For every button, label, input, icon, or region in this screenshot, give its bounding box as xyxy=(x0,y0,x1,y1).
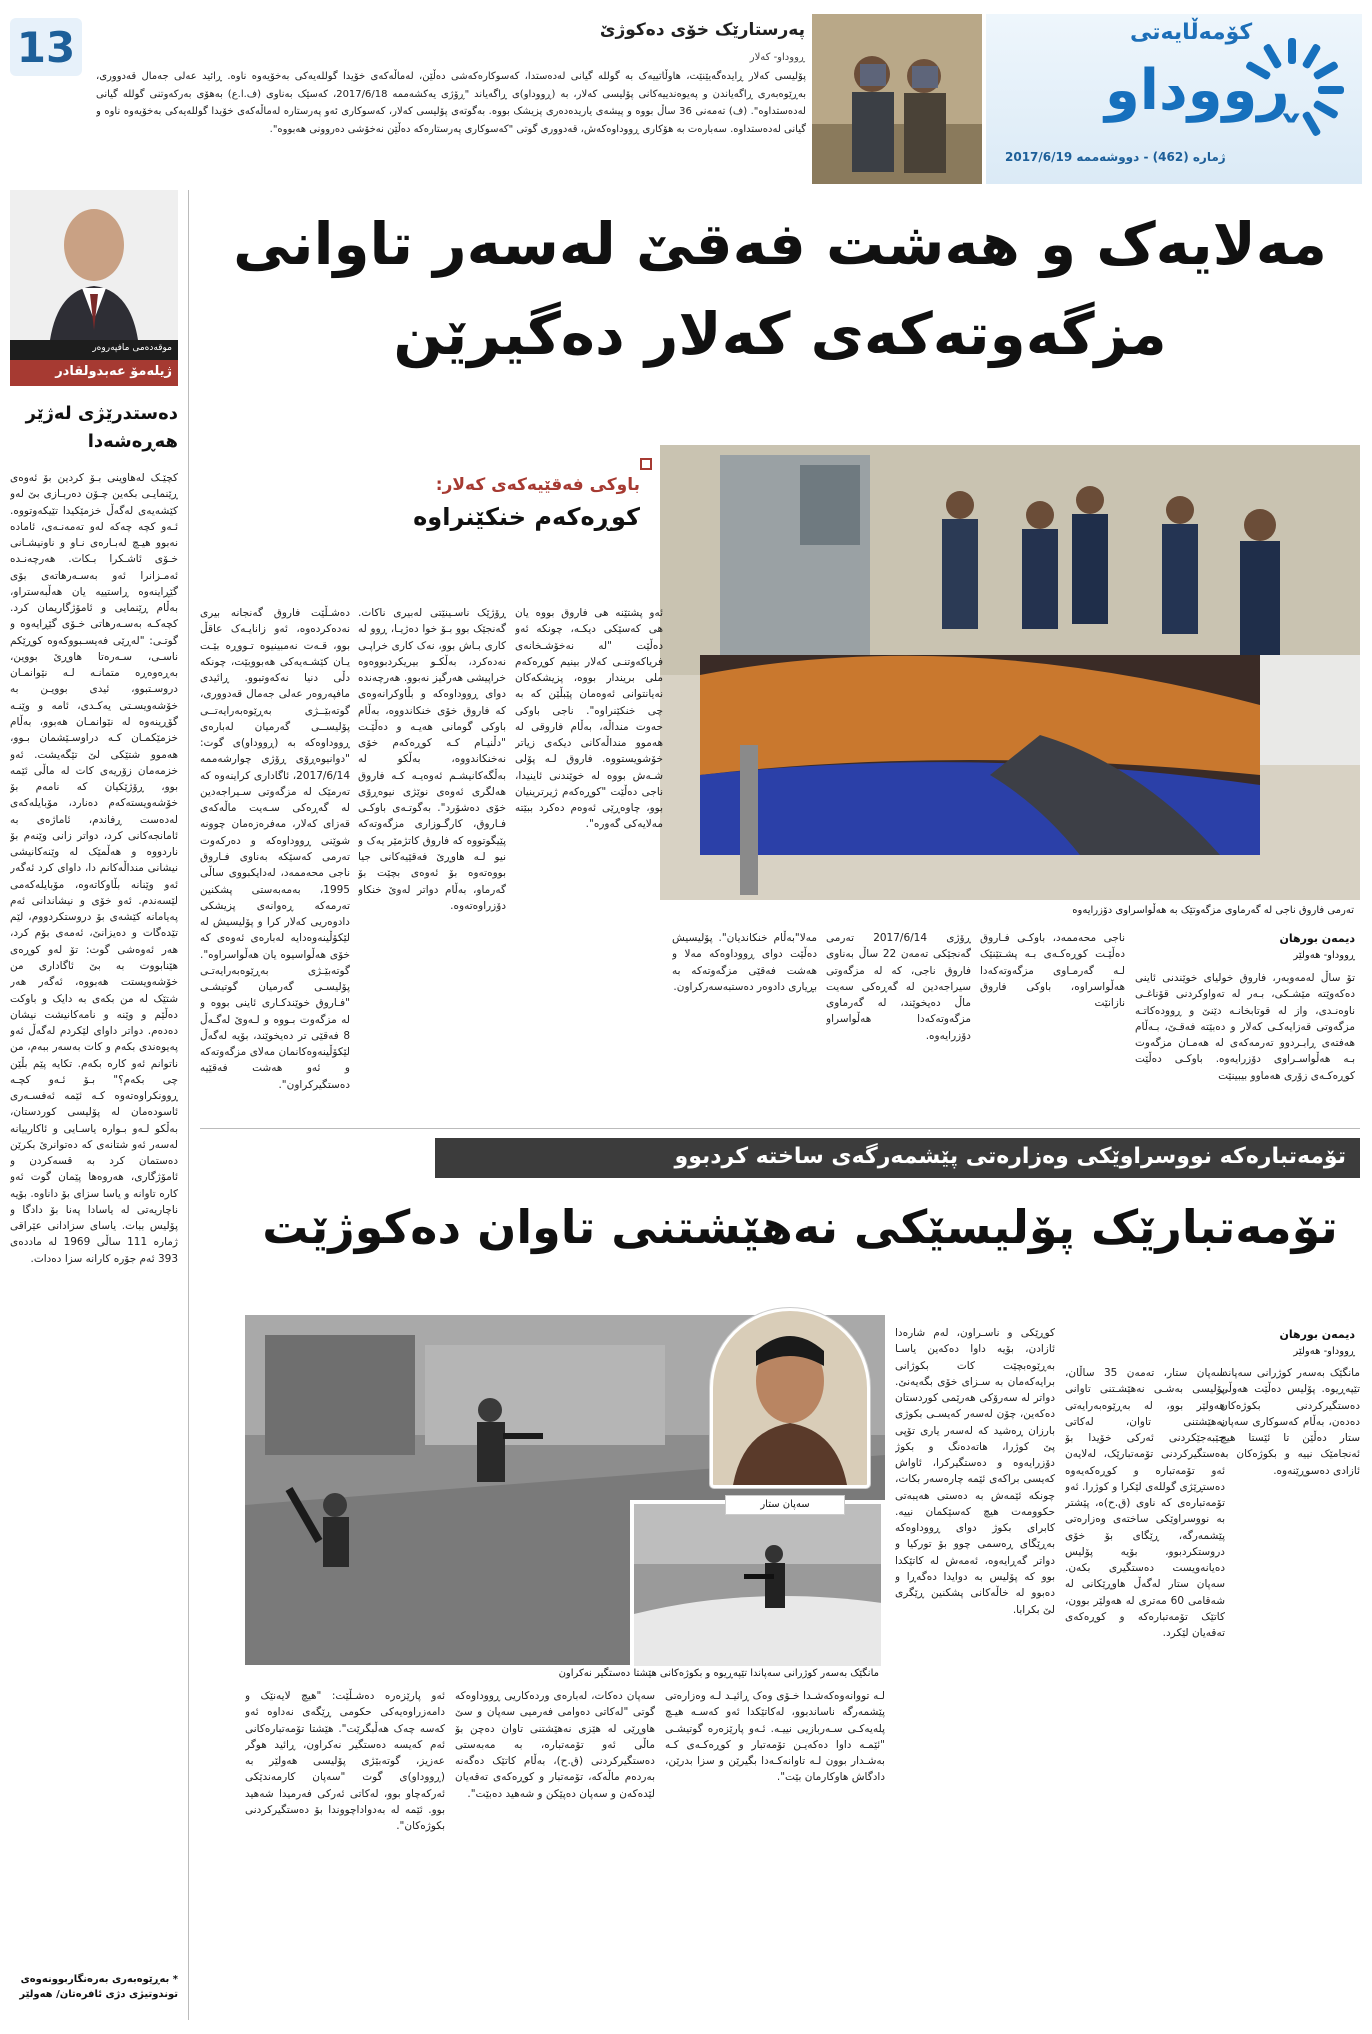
story1-photo-caption: تەرمی فاروق ناجی لە گەرماوی مزگەوتێک بە هەڵواسراوی دۆزرایەوە xyxy=(1072,905,1354,916)
brief-byline: ڕووداو- کەلار xyxy=(749,52,805,63)
story2-photo-caption: مانگێک بەسەر کوژرانی سەپاندا تێپەڕیوە و بکوژەکانی هێشتا دەستگیر نەکراون xyxy=(558,1668,879,1679)
header-photo xyxy=(812,14,982,184)
column-footnote: * بەڕێوەبەری بەرەنگاربوونەوەی توندوتیژی دژی ئافرەتان/ هەولێر xyxy=(19,1974,178,2000)
column-body: کچێـک لەهاوینی بـۆ کردین بۆ ئەوەی ڕێنمایـی بکەین چـۆن دەربـازی بێ لەو کێشەیەی لەگەڵ خزمێکیدا تێیکەوتووە. ئـەو کچە چەکە لەو تەمەنـەی، ئاماده نەبوو هیـچ لەبـارەی نـاو و ناونیشـانی خـۆی ئاشـکرا بـکات. هەرچەنـدە ئەمـزانرا ئەو بەسـەرهاتەی بۆی گێڕاینەوە ڕاستییە یان هەڵبەستراو، بەڵام ڕێنمایی و ئامۆژگاریمان کرد. کچەکـە بەسـەرهاتی خـۆی گێڕایەوە و گوتـی: "لەڕێی فەیسـبووکەوە کوڕێکم ناسـی، سـەرەتا هاوڕێ بووین، بەڕەوەڕە متمانـە لـە نێوانمـان دروسـتبوو، ئیدی بوویـن بە خۆشەویسـتی یەکـدی، ئامە و وێنـە گۆڕینەوە لە نێوانمـان هەبوو، بەڵام خزمێکمـان کـە دراوسـێشمان بـوو، هەموو شتێکی لێ تێگەیشت. ئەو خزمەمان زۆریەی کات لە ماڵی ئێمە بوو، ڕۆژێکیان کە نامەم بۆ خۆشەویستەکەم دەنارد، مۆبایلەکەی لەدەست ڕفاندم، ئاماژەی بە ئامانجەکانی کرد، دواتر زانی وێنەم بۆ ناردووە و هەڵمێک لە وێنەکانیشی نیشانی منداڵەکانم دا، داوای کرد ئەگەر ئەو وێنانە بڵاوکاتەوە، مۆبایلەکەمی لێسەندم. ئەو خۆی و نیشاندانی ئەم پەیامانە کێشەی بۆ دروستکردووم، لێم تێدەگات و دەیزانێ، ئەمەی بۆم کرد، هەر ئەوەشی گوت: تۆ لەو کوڕەی هێنابووت بە بێ ئاگاداری من خۆشەویستت هەبووە، ئەگەر هەر شتێک لە من بکەی بە دایک و باوکت دەڵێم و وێنە و نامەکانیشت نیشان دەدەم. دواتر داوای لێکردم لەگەڵ ئەو پەیوەندی بکەم و کات بەسەر ببەم، من ناتوانم ئەو کارە بکەم. تکایە پێم بڵێن چی بکەم؟" بـۆ ئـەو کچـە ڕوونکراوەتەوە کـە ئێمە ئەفسـەری ئاسودەمان لە پۆلیسی کوردستان، بەڵکو لـەو بـوارە یاسـایی و ئاکارییانە لەسەر ئەو شتانەی کە دەتوانرێ بکرێن دەستمان کرد بە قسەکردن و ئامۆژگاری، هەروەها پێمان گوت ئەو کارە تاوانە و یاسا سزای بۆ داناوە. بۆیە ناچاریەتی لە یاسادا پەنا بۆ دادگا و پۆلیس ببات. یاسای سزادانی عێراقی ژمارە 111 ساڵی 1969 لە ماددەی 393 ئەم جۆرە کارانە سزا دەدات. xyxy=(10,472,178,1265)
story2-text-col6: لـە تووانەوەکەشـدا خـۆی وەک ڕائیـد لـە وەزارەتی پێشمەرگە ناساندبوو، لەکاتێکدا ئەو کەسـە هیـچ پلەیەکـی سـەربازیی نییـە. ئـەو پارێزەرە گوتیشـی "ئێمـە داوا دەکەیـن تۆمەتبار و کوڕەکـەی کـە بەشـدار بوون لـە تاوانەکـەدا بگیرێن و سزا بدرێن، دادگاش هاوکارمان بێت". xyxy=(665,1690,885,1784)
story2-text-col3: مانگێک بەسەر کوژرانی سەپاندا تێپەڕیوە. پۆلیس دەڵێت هەوڵی دەستگیرکردنی بکوژەکان دەدەن، بەڵام کەسوکاری سەپان ستار دەڵێن تا ئێستا هیچ ئەنجامێک نییە و بکوژەکان بە ئازادی دەسوڕێنەوە. xyxy=(1220,1367,1360,1477)
victim-portrait xyxy=(710,1308,870,1488)
columnist-name: ژیلەمۆ عەبدولقادر xyxy=(10,360,178,386)
columnist-photo xyxy=(10,190,178,340)
story1-text-col7: تۆ ساڵ لەمەوبەر، فاروق خولیای خوێندنی ئاینی دەکەوێتە مێشـکی، بـەر لە تەواوکردنی قۆناغـی ناوەنـدی، واز لە قوتابخانـە دێنێ و ڕوودەکاتـە مزگەوتی قەزایەکـی کەلار و دەبێتە فەقـێ، بـەڵام هەفتەی ڕابـردوو تەرمەکەی لە هەمـان مزگەوت بـە هەڵواسـراوی دۆزرایەوە. باوکـی دەڵێت کوڕەکـەی زۆری هەماوو بیبینێت xyxy=(1135,972,1355,1082)
story1-text-col2: ڕۆژێک ناسـینێتی لەبیری ناکات. گەنجێک بوو بـۆ خوا دەژیـا، ڕوو لە کاری بـاش بوو، نەک کاری خراپـی نەدەکرد، بەڵکـو بیریکردبووەوە خراپیشی هەرگیز نەبوو. هەرچەندە دوای ڕووداوەکە و بڵاوکرانەوەی کە فاروق خۆی خنکاندووە، بەڵام باوکی گومانی هەیـە و دەڵێـت "دڵنیـام کـە کوڕەکەم خۆی نەخنکاندووە، بەڵکو لە بەڵگەکانیشـم ئەوەیـە کـە فاروق هەلگری ئەوەی نوێژی نیوەڕۆی خۆی دەشۆرد". بەگوتـەی باوکـی فـاروق، کارگـوزاری مزگەوتەکە پێیگوتووە کە فاروق کاتژمێر یەک و نیو لـە هاوڕێ فەقێیەکانی جیا بووەتەوە بۆ ئەوەی بچێت بۆ گەرماو، بەڵام دواتر لەوێ خنکاو دۆزراوەتەوە. xyxy=(358,607,506,912)
masthead-logo-text: ڕووداو xyxy=(1105,58,1296,123)
story2-byline-source: ڕووداو- هەولێر xyxy=(1293,1346,1355,1357)
columnist-role: موقەدەمی مافپەروەر xyxy=(10,340,178,360)
page-number: 13 xyxy=(10,18,82,76)
story2-byline-name: دیمەن بورهان xyxy=(1279,1328,1355,1341)
story2-text-col5: سەپان دەکات، لەبارەی وردەکاریی ڕووداوەکە گوتی "لەکاتی دەوامی فەرمیی سەپان و سێ هاوڕێی لە هێزی نەهێشتنی تاوان دەچن بۆ ماڵی ئەو تۆمەتبارە، بە مەبەستی دەستگیرکردنی (ق.ح)، بەڵام کاتێک دەگەنە بەردەم ماڵەکە، تۆمەتبار و کوڕەکەی تەقەیان لێدەکەن و سەپان دەپێکن و شەهید دەبێت". xyxy=(455,1690,655,1800)
story1-subhead: کوڕەکەم خنکێنراوە xyxy=(413,503,640,531)
victim-name-label: سەپان ستار xyxy=(725,1495,845,1515)
story2-text-col2: سەپان ستار، تەمەن 35 ساڵان، پۆلیسی بەشـی نەهێشـتنی تاوانی هەولێر بوو، لە بەڕێوەبەرایەتی نەهێشتنی تاوان، لەکاتی جێبەجێکردنی ئەرکی خۆیدا بۆ دەستگیرکردنی تۆمەتبارێک، لەلایەن ئەو تۆمەتبارە و کوڕەکەیەوە دەستڕێژی گوللەی لێکرا و کوژرا. ئەو تۆمەتبارەی کە ناوی (ق.ح)ە، پێشتر بە نووسراوێکی ساختەی وەزارەتی پێشمەرگە، ڕێگای بۆ خۆی دروستکردبوو، بۆیە پۆلیس دەیانەویست دەستگیری بکەن. سەپان ستار لەگەڵ هاوڕێکانی لە شەقامی 60 مەتری لە هەولێر بوون، کاتێک تۆمەتبارەکە و کوڕەکەی تەقەیان لێکرد. xyxy=(1065,1367,1225,1640)
story2-text-col1: کوڕێکی و ناسـراون، لەم شارەدا ئازادن، بۆیە داوا دەکەین یاسـا بەڕێوەبچێت کات بکوژانی برایەکەمان بە سـزای خۆی بگەیەنێ. دواتر لە سەرۆکی هەرێمی کوردستان دەکەین، چۆن لەسەر کەیسـی بکوژی بارزان ڕەشید کە لەسەر یاری تۆپی پێ کوژرا، هاتەدەنگ و بکوژ دۆزرایەوە و دەستگیرکرا، ئاواش کەیسی براکەی ئێمە چارەسەر بکات، چونکە ئێمەش بە دەستی هەیبەتی حکوومەت هیچ کەسێکمان نییە. کابرای بکوژ دوای ڕووداوەکە بەڕێگای ڕەسمی چوو بۆ تورکیا و دواتر گەڕایەوە، ئەمەش لە کاتێکدا بوو کە پۆلیس بە دوایدا دەگەڕا و دەبوو لە خاڵەکانی پشکنین ڕێگری لێ بکرابا. xyxy=(895,1327,1055,1616)
main-headline-line1: مەلایەک و هەشت فەقێ لەسەر تاوانی xyxy=(233,210,1327,278)
story1-byline-name: دیمەن بورهان xyxy=(1279,932,1355,945)
story1-photo xyxy=(660,445,1360,900)
main-headline xyxy=(200,200,1360,380)
story2-kicker: تۆمەتبارەکە نووسراوێکی وەزارەتی پێشمەرگەی ساختە کردبوو xyxy=(435,1138,1360,1178)
story2-photo-secondary xyxy=(630,1500,885,1670)
column-title: دەستدرێژی لەژێر هەڕەشەدا xyxy=(25,403,178,452)
columnist-portrait xyxy=(10,190,178,340)
story1-text-col3: ئەو پشتێنە هی فاروق بووە یان هی کەسێکی دیکـە، چونکە ئەو دەڵێت "لە نەخۆشـخانەی فریاکەوتنـی کەلار بینیم کوڕەکەم ملی بریندار بووە، پزیشکەکان نەیانتوانی ئەوەمان پێبڵێن کە بە چی خنکێنراوە". ناجی باوکی حەوت منداڵە، بەڵام فاروقی لە هەموو منداڵەکانی دیکەی زیاتر خۆشویستووە. فاروق لـە پۆلی شـەش بووە لە خوێندنی ئاینیدا، ناجی دەڵێت "کوڕەکەم ژیرترینیان بوو، چاوەڕێی ئەوەم دەکرد ببێتە مەلایەکی گەورە". xyxy=(515,607,663,831)
page-header xyxy=(0,0,1372,188)
story2-headline: تۆمەتبارێک پۆلیسێکی نەهێشتنی تاوان دەکوژێت xyxy=(262,1200,1338,1254)
brief-title: پەرستارێک خۆی دەکوژێ xyxy=(599,20,805,40)
issue-info: ژمارە (462) - دووشەممە 2017/6/19 xyxy=(1005,150,1226,164)
column-divider xyxy=(188,190,189,2020)
section-name: کۆمەڵایەتی xyxy=(1130,20,1253,45)
story1-photo-image xyxy=(660,445,1360,900)
story1-byline-source: ڕووداو- هەولێر xyxy=(1293,950,1355,961)
kicker-square-icon xyxy=(640,458,652,470)
header-photo-image xyxy=(812,14,982,184)
main-headline-line2: مزگەوتەکەی کەلار دەگیرێن xyxy=(393,299,1167,368)
story1-text-col5: ڕۆژی 2017/6/14 تەرمی گەنجێکی تەمەن 22 ساڵ بەناوی فاروق ناجی، کە لە مزگەوتی سیراجەدین لە گەڕەکی سەیت ماڵ دەیخوێند، لە گەرماوی مزگەوتەکەدا هەڵواسراو دۆزرایەوە. xyxy=(826,932,971,1042)
story1-kicker: باوکی فەقێیەکەی کەلار: xyxy=(435,475,640,495)
story1-text-col1: دەشـڵێت فاروق گەنجانە بیری نەدەکردەوە، ئەو زانایـەک عاقڵ بوو، قـەت نەمبینیوە تـووڕە بێـت یـان کێشـەیەکی هەبووبێت، چونکە دڵی دنیا نەکەوتبوو. ڕائیدی مافپەروەر عەلی جەمال قەدووری، گوتەبێــژی بەڕێوەبەرایەتــی پۆلیســی گەرمیان لەبارەی ڕووداوەکە بە (ڕووداو)ی گوت: "دوانیوەڕۆی ڕۆژی چوارشەممە 2017/6/14، ئاگاداری کراینەوە کە تەرمێک لە مزگەوتی سـیراجەدین لە گەڕەکی سـەیت ماڵەکەی قەزای کەلار، مەفرەزەمان چوونە شوێنی ڕووداوەکە و دەرکەوت تەرمی کەسێکە بەناوی فـاروق ناجی محەممەد، لەدایکبووی ساڵی 1995، بەمەبەستی پشکنین تەرمەکە ڕەوانەی پزیشکی دادوەریی کەلار کرا و پۆلیسیش لە لێکۆڵینەوەدایە لەبارەی ئەوەی کە خۆی هەڵواسیوە یان هەڵواسراوە". گوتەبێـژی بەڕێوەبەرایەتـی پۆلیسـی گەرمیان گوتیشـی "فـاروق خوێندکـاری ئاینی بووە و لە مزگەوت بـووە و لـەوێ لەگـەڵ 8 فەقێی تر دەیخوێند، بۆیە لەگەڵ لێکۆڵینەوەکانمان مەلای مزگەوتەکە و ئەو هەشت فەقێیە دەستگیرکراون". xyxy=(200,607,350,1091)
story1-text-col4: مەلا"بەڵام خنکاندیان". پۆلیسیش دەڵێت دوای ڕووداوەکە مەلا و هەشت فەقێی مزگەوتەکە بە بڕیاری دادوەر دەستبەسەرکراون. xyxy=(672,932,817,993)
story2-photo-secondary-image xyxy=(634,1504,885,1670)
story-divider xyxy=(200,1128,1360,1129)
brief-text: پۆلیسی کەلار ڕایدەگەیێنێت، هاوڵاتییەک بە گوللە گیانی لەدەستدا، کەسوکارەکەشی دەڵێن، لەماڵەکەی خۆیدا گوللەیەکی بەخۆیەوە ناوە. ڕائید عەلی جەمال قەدووری، بەڕێوەبەری ڕاگەیاندن و پەیوەندییەکانی پۆلیسی کەلار، بە (ڕووداو)ی ڕاگەیاند "ڕۆژی یەکشەممە 2017/6/18، کەسێک بەناوی (ف.ا.ع) بەهۆی بەرکەوتنی گوللە گیانی لەدەستداوە". (ف) تەمەنی 36 ساڵ بووە و پیشەی یاریدەدەری پزیشک بووە. بەگوتەی پۆلیسی کەلار، کەسوکاری ئەو پەرستارە لەماڵەکەی خۆیدا گوللەیەکی بەخۆیەوە ناوە و گیانی لەدەستداوە. سەبارەت بە هۆکاری ڕووداوەکەش، قەدووری گوتی "کەسوکاری پەرستارەکە دەڵێن نەخۆشی دەروونی هەبووە". xyxy=(96,71,806,135)
story1-text-col6: ناجی محەممەد، باوکـی فـاروق دەڵێـت کوڕەکـەی بـە پشـتێنێک لـە گەرمـاوی مزگەوتەکەدا هەڵواسراوە، باوکی فاروق نازانێت xyxy=(980,932,1125,1010)
victim-portrait-image xyxy=(713,1311,867,1485)
story2-text-col4: ئەو پارێزەرە دەشـڵێت: "هیچ لایەنێک و دامەزراوەیەکی حکومی ڕێگەی نەداوە ئەو کەسە چەک هەڵبگرێت". هێشتا تۆمەتبارەکانی ئەم کەیسە دەستگیر نەکراون، ڕائید هوگر عەزیز، گوتەبێژی پۆلیسی هەولێر بە (ڕووداو)ی گوت "سەپان کارمەندێکی ئەرکەچاو بوو، لەکاتی ئەرکی فەرمیدا شەهید بوو. ئێمە لە بەدواداچووندا بۆ دەستگیرکردنی بکوژەکان". xyxy=(245,1690,445,1833)
